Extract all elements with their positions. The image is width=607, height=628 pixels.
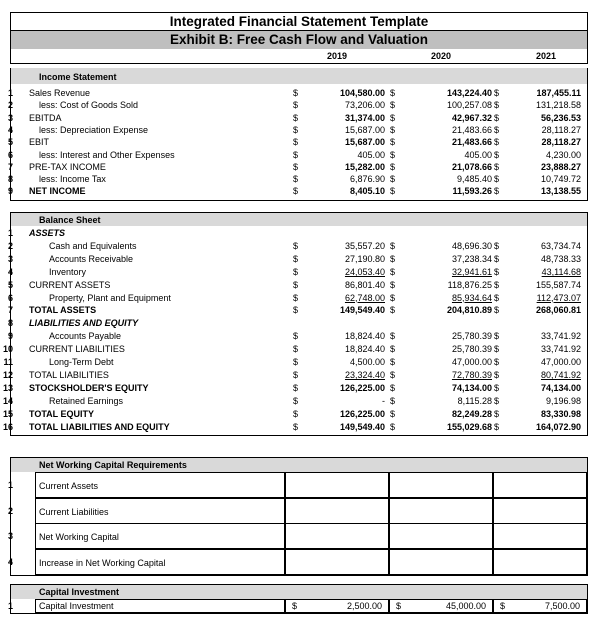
nwc-row — [7, 498, 587, 523]
year-2020: 2020 — [431, 51, 452, 61]
dollar-sign: $ — [390, 369, 396, 380]
value-2021: 268,060.81 — [535, 305, 581, 316]
dollar-sign: $ — [494, 421, 500, 432]
value-2019: 149,549.40 — [339, 305, 385, 316]
dollar-sign: $ — [494, 279, 500, 290]
dollar-sign: $ — [390, 382, 396, 393]
dollar-sign: $ — [494, 253, 500, 264]
row-label: EBIT — [29, 137, 50, 148]
dollar-sign: $ — [293, 382, 299, 393]
value-2019: 126,225.00 — [339, 382, 385, 393]
nwc-value-cell-2019 — [285, 472, 389, 498]
row-label: LIABILITIES AND EQUITY — [29, 318, 139, 329]
balance-sheet-heading: Balance Sheet — [39, 215, 101, 225]
value-2021: 47,000.00 — [540, 357, 581, 367]
dollar-sign: $ — [494, 88, 500, 98]
value-2019: 62,748.00 — [344, 292, 385, 303]
row-number: 9 — [7, 186, 13, 197]
nwc-value-cell-2019 — [285, 498, 389, 524]
row-number: 3 — [7, 112, 13, 123]
value-2019: 27,190.80 — [344, 253, 385, 264]
row-number: 5 — [7, 279, 13, 290]
dollar-sign: $ — [293, 369, 299, 380]
row-label: Increase in Net Working Capital — [39, 557, 166, 568]
value-2021: 164,072.90 — [535, 421, 581, 432]
value-2021: 10,749.72 — [540, 174, 581, 185]
value-2020: 100,257.08 — [446, 100, 492, 111]
dollar-sign: $ — [293, 124, 299, 135]
row-label: TOTAL LIABILITIES — [29, 369, 109, 380]
row-label: Current Liabilities — [39, 506, 109, 517]
row-label: CURRENT ASSETS — [29, 279, 111, 290]
row-number: 3 — [7, 531, 13, 541]
dollar-sign: $ — [390, 112, 396, 123]
nwc-heading: Net Working Capital Requirements — [39, 460, 187, 470]
value-2019: 6,876.90 — [349, 174, 385, 185]
balance-row — [7, 304, 587, 316]
dollar-sign: $ — [390, 124, 396, 135]
row-number: 1 — [7, 480, 13, 490]
row-number: 4 — [7, 124, 13, 135]
value-2019: 15,687.00 — [344, 124, 385, 135]
exhibit-title: Exhibit B: Free Cash Flow and Valuation — [10, 30, 588, 50]
value-2020: 47,000.00 — [451, 357, 492, 367]
row-label: Sales Revenue — [29, 88, 91, 98]
value-2021: 187,455.11 — [536, 88, 581, 98]
value-2021: 43,114.68 — [541, 266, 581, 277]
nwc-value-cell-2019 — [285, 549, 389, 575]
value-2020: 85,934.64 — [451, 292, 492, 303]
dollar-sign: $ — [494, 100, 500, 111]
income-row — [7, 112, 587, 124]
dollar-sign: $ — [390, 149, 396, 160]
dollar-sign: $ — [293, 137, 299, 148]
dollar-sign: $ — [293, 149, 299, 160]
row-number: 7 — [7, 161, 13, 172]
value-2019: 15,282.00 — [344, 161, 385, 172]
value-2021: 56,236.53 — [540, 112, 581, 123]
row-number: 10 — [3, 344, 14, 355]
row-number: 1 — [7, 601, 13, 611]
value-2019: 149,549.40 — [339, 421, 385, 432]
year-2019: 2019 — [327, 51, 348, 61]
dollar-sign: $ — [390, 266, 396, 277]
capex-value-cell-2021 — [493, 599, 587, 613]
nwc-row — [7, 523, 587, 548]
dollar-sign: $ — [293, 292, 299, 303]
dollar-sign: $ — [293, 357, 299, 367]
row-number: 4 — [7, 556, 13, 567]
nwc-value-cell-2020 — [389, 549, 493, 575]
balance-row — [3, 395, 587, 407]
dollar-sign: $ — [293, 88, 299, 98]
row-number: 3 — [7, 253, 13, 264]
row-label: NET INCOME — [29, 186, 86, 197]
value-2020: 25,780.39 — [451, 344, 492, 355]
value-2019: 104,580.00 — [339, 88, 385, 98]
row-number: 15 — [3, 408, 14, 419]
nwc-label-cell — [35, 523, 285, 549]
dollar-sign: $ — [293, 112, 299, 123]
balance-row — [3, 369, 587, 381]
dollar-sign: $ — [390, 421, 396, 432]
row-label: less: Income Tax — [39, 174, 106, 185]
value-2021: 33,741.92 — [540, 331, 581, 342]
balance-row — [7, 279, 587, 291]
nwc-value-cell-2019 — [285, 523, 389, 549]
balance-row — [7, 227, 587, 239]
dollar-sign: $ — [390, 88, 396, 98]
value-2021: 13,138.55 — [540, 186, 581, 197]
income-row — [7, 87, 587, 99]
value-2021: 48,738.33 — [540, 253, 581, 264]
balance-row — [7, 292, 587, 304]
row-number: 7 — [7, 305, 13, 316]
row-label: Capital Investment — [39, 601, 114, 611]
dollar-sign: $ — [390, 137, 396, 148]
row-number: 2 — [7, 240, 13, 251]
dollar-sign: $ — [390, 279, 396, 290]
value-2020: 9,485.40 — [456, 174, 492, 185]
income-row — [7, 149, 587, 161]
row-label: less: Cost of Goods Sold — [39, 100, 139, 111]
income-statement-section — [7, 68, 588, 201]
template-title: Integrated Financial Statement Template — [10, 12, 588, 30]
value-2020: 32,941.61 — [451, 266, 492, 277]
row-label: PRE-TAX INCOME — [29, 161, 106, 172]
row-number: 9 — [7, 331, 13, 342]
dollar-sign: $ — [390, 344, 396, 355]
dollar-sign: $ — [494, 174, 500, 185]
dollar-sign: $ — [494, 305, 500, 316]
row-number: 13 — [3, 382, 14, 393]
dollar-sign: $ — [390, 305, 396, 316]
row-number: 5 — [7, 137, 13, 148]
value-2019: - — [382, 395, 385, 406]
dollar-sign: $ — [293, 395, 299, 406]
capex-value-cell-2020 — [389, 599, 493, 613]
row-number: 4 — [7, 266, 13, 277]
row-label: STOCKSHOLDER'S EQUITY — [29, 382, 149, 393]
row-number: 1 — [7, 88, 13, 98]
value-2019: 18,824.40 — [344, 331, 385, 342]
nwc-value-cell-2021 — [493, 523, 587, 549]
capex-heading: Capital Investment — [39, 587, 120, 597]
capex-row — [7, 599, 587, 613]
row-label: Accounts Receivable — [49, 253, 134, 264]
dollar-sign: $ — [293, 186, 299, 197]
value-2019: 8,405.10 — [349, 186, 385, 197]
dollar-sign: $ — [494, 395, 500, 406]
income-row — [7, 99, 587, 111]
value-2021: 4,230.00 — [545, 149, 581, 160]
row-label: Inventory — [49, 266, 87, 277]
value-2020: 74,134.00 — [451, 382, 492, 393]
income-row — [7, 185, 587, 197]
value-2020: 82,249.28 — [451, 408, 492, 419]
balance-sheet-section — [3, 212, 588, 436]
value-2020: 48,696.30 — [451, 240, 492, 251]
dollar-sign: $ — [494, 344, 500, 355]
value-2021: 28,118.27 — [541, 137, 581, 148]
dollar-sign: $ — [494, 382, 500, 393]
value-2020: 45,000.00 — [445, 601, 486, 611]
dollar-sign: $ — [293, 266, 299, 277]
value-2021: 74,134.00 — [540, 382, 581, 393]
row-label: TOTAL EQUITY — [29, 408, 95, 419]
value-2021: 23,888.27 — [540, 161, 581, 172]
dollar-sign: $ — [390, 186, 396, 197]
balance-row — [3, 356, 587, 368]
value-2020: 155,029.68 — [446, 421, 492, 432]
nwc-value-cell-2020 — [389, 498, 493, 524]
dollar-sign: $ — [500, 601, 506, 611]
value-2020: 21,078.66 — [451, 161, 492, 172]
income-row — [7, 173, 587, 185]
dollar-sign: $ — [390, 395, 396, 406]
dollar-sign: $ — [293, 408, 299, 419]
value-2020: 405.00 — [464, 149, 492, 160]
row-label: Property, Plant and Equipment — [49, 292, 171, 303]
dollar-sign: $ — [494, 186, 500, 197]
value-2020: 42,967.32 — [451, 112, 492, 123]
balance-row — [7, 253, 587, 265]
value-2021: 9,196.98 — [545, 395, 581, 406]
row-label: less: Interest and Other Expenses — [39, 149, 175, 160]
nwc-value-cell-2020 — [389, 523, 493, 549]
dollar-sign: $ — [293, 240, 299, 251]
balance-row — [3, 408, 587, 420]
dollar-sign: $ — [494, 357, 500, 367]
value-2019: 86,801.40 — [344, 279, 385, 290]
row-number: 6 — [7, 149, 13, 160]
value-2019: 35,557.20 — [344, 240, 385, 251]
dollar-sign: $ — [494, 112, 500, 123]
balance-row — [7, 240, 587, 252]
year-2021: 2021 — [536, 51, 557, 61]
row-label: EBITDA — [29, 112, 62, 123]
value-2020: 118,876.25 — [447, 279, 492, 290]
value-2020: 37,238.34 — [451, 253, 492, 264]
value-2019: 4,500.00 — [349, 357, 385, 367]
nwc-value-cell-2021 — [493, 498, 587, 524]
row-number: 2 — [7, 505, 13, 516]
capex-label-cell — [35, 599, 285, 613]
balance-row — [3, 382, 587, 394]
value-2021: 7,500.00 — [544, 601, 580, 611]
nwc-value-cell-2021 — [493, 472, 587, 498]
value-2019: 31,374.00 — [344, 112, 385, 123]
value-2019: 2,500.00 — [346, 601, 382, 611]
income-row — [7, 124, 587, 136]
dollar-sign: $ — [494, 124, 500, 135]
dollar-sign: $ — [293, 100, 299, 111]
dollar-sign: $ — [494, 292, 500, 303]
row-number: 16 — [3, 421, 14, 432]
value-2020: 143,224.40 — [446, 88, 492, 98]
value-2021: 80,741.92 — [540, 369, 581, 380]
row-number: 2 — [7, 100, 13, 111]
nwc-value-cell-2021 — [493, 549, 587, 575]
dollar-sign: $ — [293, 174, 299, 185]
dollar-sign: $ — [494, 369, 500, 380]
row-label: less: Depreciation Expense — [39, 124, 149, 135]
row-label: Accounts Payable — [49, 331, 122, 342]
row-label: ASSETS — [29, 228, 66, 238]
balance-row — [3, 421, 587, 433]
row-number: 12 — [3, 369, 14, 380]
dollar-sign: $ — [390, 240, 396, 251]
value-2021: 28,118.27 — [541, 124, 581, 135]
value-2020: 8,115.28 — [457, 395, 492, 406]
row-label: Long-Term Debt — [49, 357, 114, 367]
dollar-sign: $ — [293, 279, 299, 290]
nwc-value-cell-2020 — [389, 472, 493, 498]
dollar-sign: $ — [494, 408, 500, 419]
row-number: 14 — [3, 395, 14, 406]
value-2019: 18,824.40 — [344, 344, 385, 355]
value-2019: 15,687.00 — [344, 137, 385, 148]
row-label: TOTAL LIABILITIES AND EQUITY — [29, 421, 170, 432]
capex-value-cell-2019 — [285, 599, 389, 613]
row-number: 1 — [7, 228, 13, 238]
year-header-row — [10, 49, 588, 64]
value-2019: 73,206.00 — [344, 100, 385, 111]
dollar-sign: $ — [293, 331, 299, 342]
dollar-sign: $ — [293, 305, 299, 316]
dollar-sign: $ — [396, 601, 402, 611]
balance-row — [7, 266, 587, 278]
value-2021: 155,587.74 — [535, 279, 581, 290]
dollar-sign: $ — [390, 331, 396, 342]
nwc-label-cell — [35, 549, 285, 575]
value-2021: 112,473.07 — [536, 292, 581, 303]
dollar-sign: $ — [494, 137, 500, 148]
income-row — [7, 136, 587, 148]
income-statement-heading: Income Statement — [39, 72, 117, 82]
dollar-sign: $ — [292, 601, 298, 611]
nwc-section — [7, 457, 588, 576]
row-number: 8 — [7, 318, 13, 329]
dollar-sign: $ — [494, 266, 500, 277]
value-2020: 72,780.39 — [451, 369, 492, 380]
value-2021: 33,741.92 — [540, 344, 581, 355]
balance-row — [7, 317, 587, 329]
dollar-sign: $ — [390, 292, 396, 303]
dollar-sign: $ — [390, 408, 396, 419]
value-2019: 24,053.40 — [344, 266, 385, 277]
value-2021: 83,330.98 — [540, 408, 581, 419]
nwc-row — [7, 549, 587, 574]
value-2020: 204,810.89 — [446, 305, 492, 316]
dollar-sign: $ — [494, 331, 500, 342]
nwc-row — [7, 472, 587, 497]
capex-section — [7, 584, 588, 614]
value-2020: 21,483.66 — [451, 124, 492, 135]
dollar-sign: $ — [293, 421, 299, 432]
nwc-label-cell — [35, 472, 285, 498]
row-label: CURRENT LIABILITIES — [29, 344, 125, 355]
value-2020: 25,780.39 — [451, 331, 492, 342]
row-number: 8 — [7, 174, 13, 185]
value-2019: 23,324.40 — [344, 369, 385, 380]
nwc-label-cell — [35, 498, 285, 524]
dollar-sign: $ — [293, 344, 299, 355]
income-row — [7, 161, 587, 173]
row-label: Net Working Capital — [39, 532, 119, 542]
value-2019: 126,225.00 — [339, 408, 385, 419]
row-label: Current Assets — [39, 481, 99, 491]
dollar-sign: $ — [293, 161, 299, 172]
dollar-sign: $ — [390, 253, 396, 264]
dollar-sign: $ — [494, 240, 500, 251]
balance-row — [3, 343, 587, 355]
value-2020: 11,593.26 — [452, 186, 492, 197]
dollar-sign: $ — [390, 174, 396, 185]
value-2020: 21,483.66 — [451, 137, 492, 148]
row-label: TOTAL ASSETS — [29, 305, 97, 316]
row-label: Retained Earnings — [49, 395, 124, 406]
balance-row — [7, 330, 587, 342]
row-number: 6 — [7, 292, 13, 303]
row-label: Cash and Equivalents — [49, 240, 137, 251]
dollar-sign: $ — [390, 100, 396, 111]
dollar-sign: $ — [494, 149, 500, 160]
dollar-sign: $ — [390, 161, 396, 172]
dollar-sign: $ — [494, 161, 500, 172]
value-2021: 131,218.58 — [535, 100, 581, 111]
value-2019: 405.00 — [357, 149, 385, 160]
row-number: 11 — [3, 357, 13, 367]
value-2021: 63,734.74 — [540, 240, 581, 251]
dollar-sign: $ — [390, 357, 396, 367]
dollar-sign: $ — [293, 253, 299, 264]
